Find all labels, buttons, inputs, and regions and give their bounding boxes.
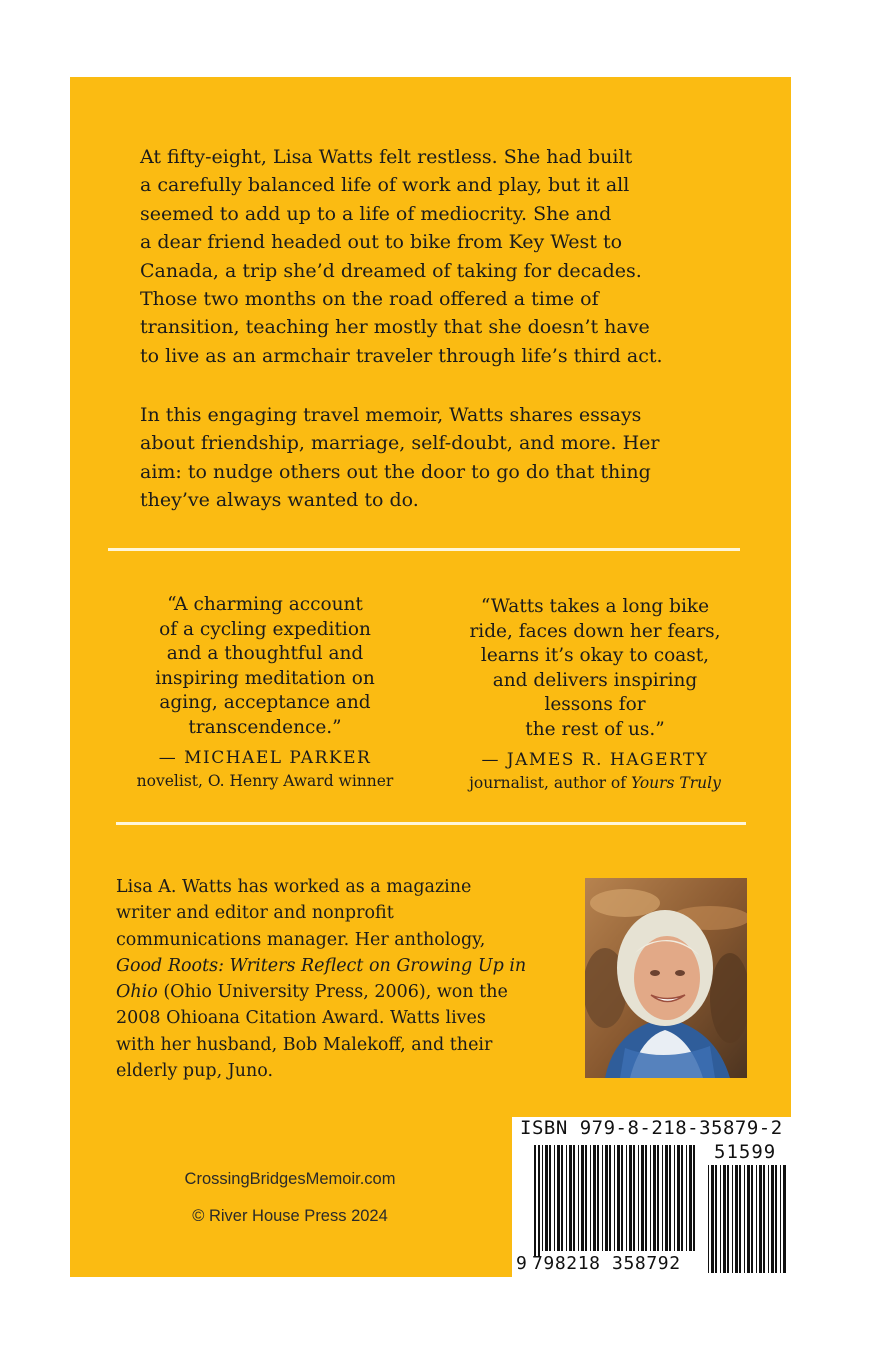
blurb-line: seemed to add up to a life of mediocrity. She and [140,202,612,225]
quote-line: “Watts takes a long bike [480,596,710,617]
barcode-first-digit: 9 [516,1253,527,1274]
bio-line: elderly pup, Juno. [116,1061,274,1082]
quote-line: transcendence.” [188,716,342,738]
quote-line: aging, acceptance and [159,692,371,713]
blurb-line: a carefully balanced life of work and play, but it all [140,174,630,197]
bio-line [116,953,576,979]
quote-line: of a cycling expedition [159,618,371,640]
quote-line: and delivers inspiring [492,669,698,691]
blurb-line: At fifty-eight, Lisa Watts felt restless. She had built [140,146,633,168]
price-code: 51599 [714,1141,777,1163]
bio-line: with her husband, Bob Malekoff, and their [116,1034,493,1055]
blurb-paragraph-2 [140,401,740,515]
divider-bottom [116,822,746,825]
blurb-line: about friendship, marriage, self-doubt, and more. Her [140,432,660,455]
review-quote-hagerty [435,595,755,794]
anthology-title: Good Roots: Writers Reflect on Growing Up in [116,955,527,976]
quote-line: “A charming account [167,594,363,615]
role-prefix: journalist, author of [469,774,631,792]
quote-author-role [435,772,755,794]
quote-line: the rest of us.” [525,718,665,740]
blurb-line: In this engaging travel memoir, Watts shares essays [140,404,642,426]
isbn-label: ISBN 979-8-218-35879-2 [520,1117,783,1139]
copyright-line: © River House Press 2024 [192,1207,388,1225]
blurb-line: a dear friend headed out to bike from Key West to [140,231,623,254]
blurb-line: they’ve always wanted to do. [140,489,419,512]
book-title: Yours Truly [630,774,721,792]
website-url: CrossingBridgesMemoir.com [184,1170,396,1188]
quote-line: lessons for [544,694,646,715]
bio-line: 2008 Ohioana Citation Award. Watts lives [116,1008,486,1029]
blurb-line: Those two months on the road offered a time of [140,288,599,311]
review-quote-parker [110,593,420,792]
quote-author-role: novelist, O. Henry Award winner [136,772,394,790]
blurb-paragraph-1 [140,143,740,370]
author-photo [585,878,747,1078]
divider-top [108,548,740,551]
quote-line: and a thoughtful and [166,643,364,664]
author-bio [116,874,576,1084]
blurb-line: transition, teaching her mostly that she doesn’t have [140,316,650,339]
bio-line: communications manager. Her anthology, [116,929,486,950]
bio-line: Ohio (Ohio University Press, 2006), won the [116,982,508,1003]
bio-line: writer and editor and nonprofit [116,903,394,924]
blurb-line: Canada, a trip she’d dreamed of taking for decades. [140,259,642,282]
bio-line: Lisa A. Watts has worked as a magazine [116,877,472,897]
quote-author: — JAMES R. HAGERTY [481,750,709,770]
quote-line: ride, faces down her fears, [469,620,721,642]
anthology-title: Ohio [116,982,158,1003]
isbn-barcode [512,1117,792,1277]
quote-line: inspiring meditation on [155,667,375,689]
blurb-line: aim: to nudge others out the door to go do that thing [140,460,651,483]
quote-line: learns it’s okay to coast, [480,645,710,666]
barcode-digits: 798218 358792 [532,1253,681,1274]
quote-author: — MICHAEL PARKER [158,748,372,768]
blurb-line: to live as an armchair traveler through life’s third act. [140,344,663,367]
